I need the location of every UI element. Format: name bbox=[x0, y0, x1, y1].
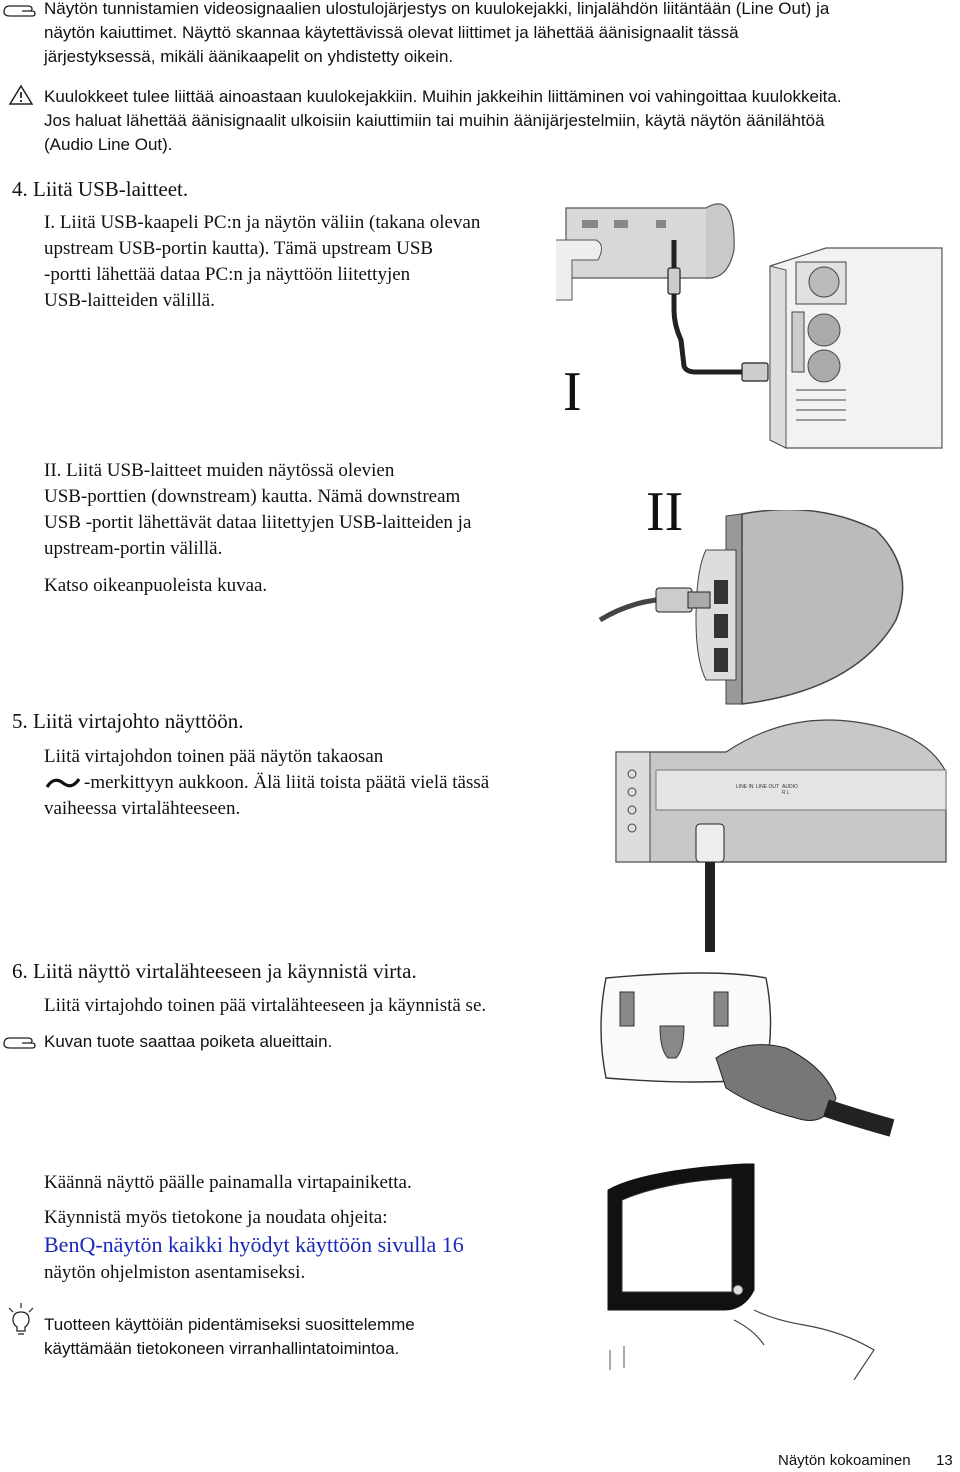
step6-note: Kuvan tuote saattaa poiketa alueittain. bbox=[44, 1032, 333, 1051]
turn-on-text: Käännä näyttö päälle painamalla virtapainiketta. bbox=[44, 1172, 412, 1193]
tip-line: Tuotteen käyttöiän pidentämiseksi suosittelemme bbox=[44, 1315, 415, 1334]
footer-section: Näytön kokoaminen bbox=[778, 1452, 911, 1469]
after-link-text: näytön ohjelmiston asentamiseksi. bbox=[44, 1262, 306, 1283]
step4-part1 bbox=[44, 210, 544, 314]
step6-line1: Liitä virtajohdo toinen pää virtalähteeseen ja käynnistä se. bbox=[44, 995, 487, 1016]
power-button-illustration bbox=[604, 1160, 954, 1380]
usb-downstream-illustration bbox=[596, 510, 936, 710]
tip-line: käyttämään tietokoneen virranhallintatoimintoa. bbox=[44, 1339, 400, 1358]
figure-label-2: II bbox=[646, 481, 684, 543]
note-paragraph bbox=[44, 0, 956, 69]
warning-line: (Audio Line Out). bbox=[44, 135, 173, 154]
figure-label-1: I bbox=[563, 361, 582, 423]
port-label-line-in: LINE IN bbox=[736, 784, 754, 790]
note-hand-icon bbox=[2, 1034, 36, 1052]
step4-heading: 4. Liitä USB-laitteet. bbox=[12, 177, 189, 201]
ac-power-icon bbox=[44, 774, 82, 792]
step4-part2-line: USB -portit lähettävät dataa liitettyjen USB-laitteiden ja bbox=[44, 512, 472, 533]
note-line: näytön kaiuttimet. Näyttö skannaa käytettävissä olevat liittimet ja lähettää äänisignaalit tässä bbox=[44, 23, 739, 42]
also-text: Käynnistä myös tietokone ja noudata ohjeita: bbox=[44, 1207, 388, 1228]
step4-part2 bbox=[44, 458, 564, 562]
warning-paragraph bbox=[44, 85, 956, 157]
see-image-text: Katso oikeanpuoleista kuvaa. bbox=[44, 575, 268, 596]
port-label-rl: R L bbox=[782, 790, 790, 796]
tip-paragraph bbox=[44, 1313, 644, 1361]
step5-heading: 5. Liitä virtajohto näyttöön. bbox=[12, 709, 244, 733]
step5-line3: vaiheessa virtalähteeseen. bbox=[44, 798, 241, 819]
wall-socket-illustration bbox=[596, 968, 896, 1158]
step5-line1: Liitä virtajohdon toinen pää näytön takaosan bbox=[44, 746, 384, 767]
step4-part1-line: -portti lähettää dataa PC:n ja näyttöön liitettyjen bbox=[44, 264, 411, 285]
footer-page-number: 13 bbox=[936, 1452, 953, 1469]
step4-part2-line: II. Liitä USB-laitteet muiden näytössä olevien bbox=[44, 460, 395, 481]
warning-line: Jos haluat lähettää äänisignaalit ulkoisiin kaiuttimiin tai muihin äänijärjestelmiin, käytä näytön äänilähtöä bbox=[44, 111, 825, 130]
note-hand-icon bbox=[2, 2, 36, 20]
step4-part2-line: USB-porttien (downstream) kautta. Nämä downstream bbox=[44, 486, 461, 507]
note-line: Näytön tunnistamien videosignaalien ulostulojärjestys on kuulokejakki, linjalähdön liitäntään (Line Out) ja bbox=[44, 0, 830, 18]
usb-upstream-illustration bbox=[556, 190, 956, 460]
port-label-audio: AUDIO bbox=[782, 784, 798, 790]
step4-part1-line: upstream USB-portin kautta). Tämä upstream USB bbox=[44, 238, 434, 259]
power-port-illustration bbox=[596, 712, 956, 962]
warning-line: Kuulokkeet tulee liittää ainoastaan kuulokejakkiin. Muihin jakkeihin liittäminen voi vahingoittaa kuulokkeita. bbox=[44, 87, 842, 106]
step4-part2-line: upstream-portin välillä. bbox=[44, 538, 223, 559]
warning-icon bbox=[8, 84, 34, 106]
step4-part1-line: I. Liitä USB-kaapeli PC:n ja näytön väliin (takana olevan bbox=[44, 212, 481, 233]
port-label-line-out: LINE OUT bbox=[756, 784, 780, 790]
benq-software-link[interactable]: BenQ-näytön kaikki hyödyt käyttöön sivulla 16 bbox=[44, 1232, 464, 1257]
note-line: järjestyksessä, mikäli äänikaapelit on yhdistetty oikein. bbox=[44, 47, 454, 66]
lightbulb-icon bbox=[6, 1302, 36, 1336]
step5-line2: -merkittyyn aukkoon. Älä liitä toista päätä vielä tässä bbox=[84, 772, 490, 793]
step6-heading: 6. Liitä näyttö virtalähteeseen ja käynnistä virta. bbox=[12, 959, 417, 983]
step4-part1-line: USB-laitteiden välillä. bbox=[44, 290, 215, 311]
